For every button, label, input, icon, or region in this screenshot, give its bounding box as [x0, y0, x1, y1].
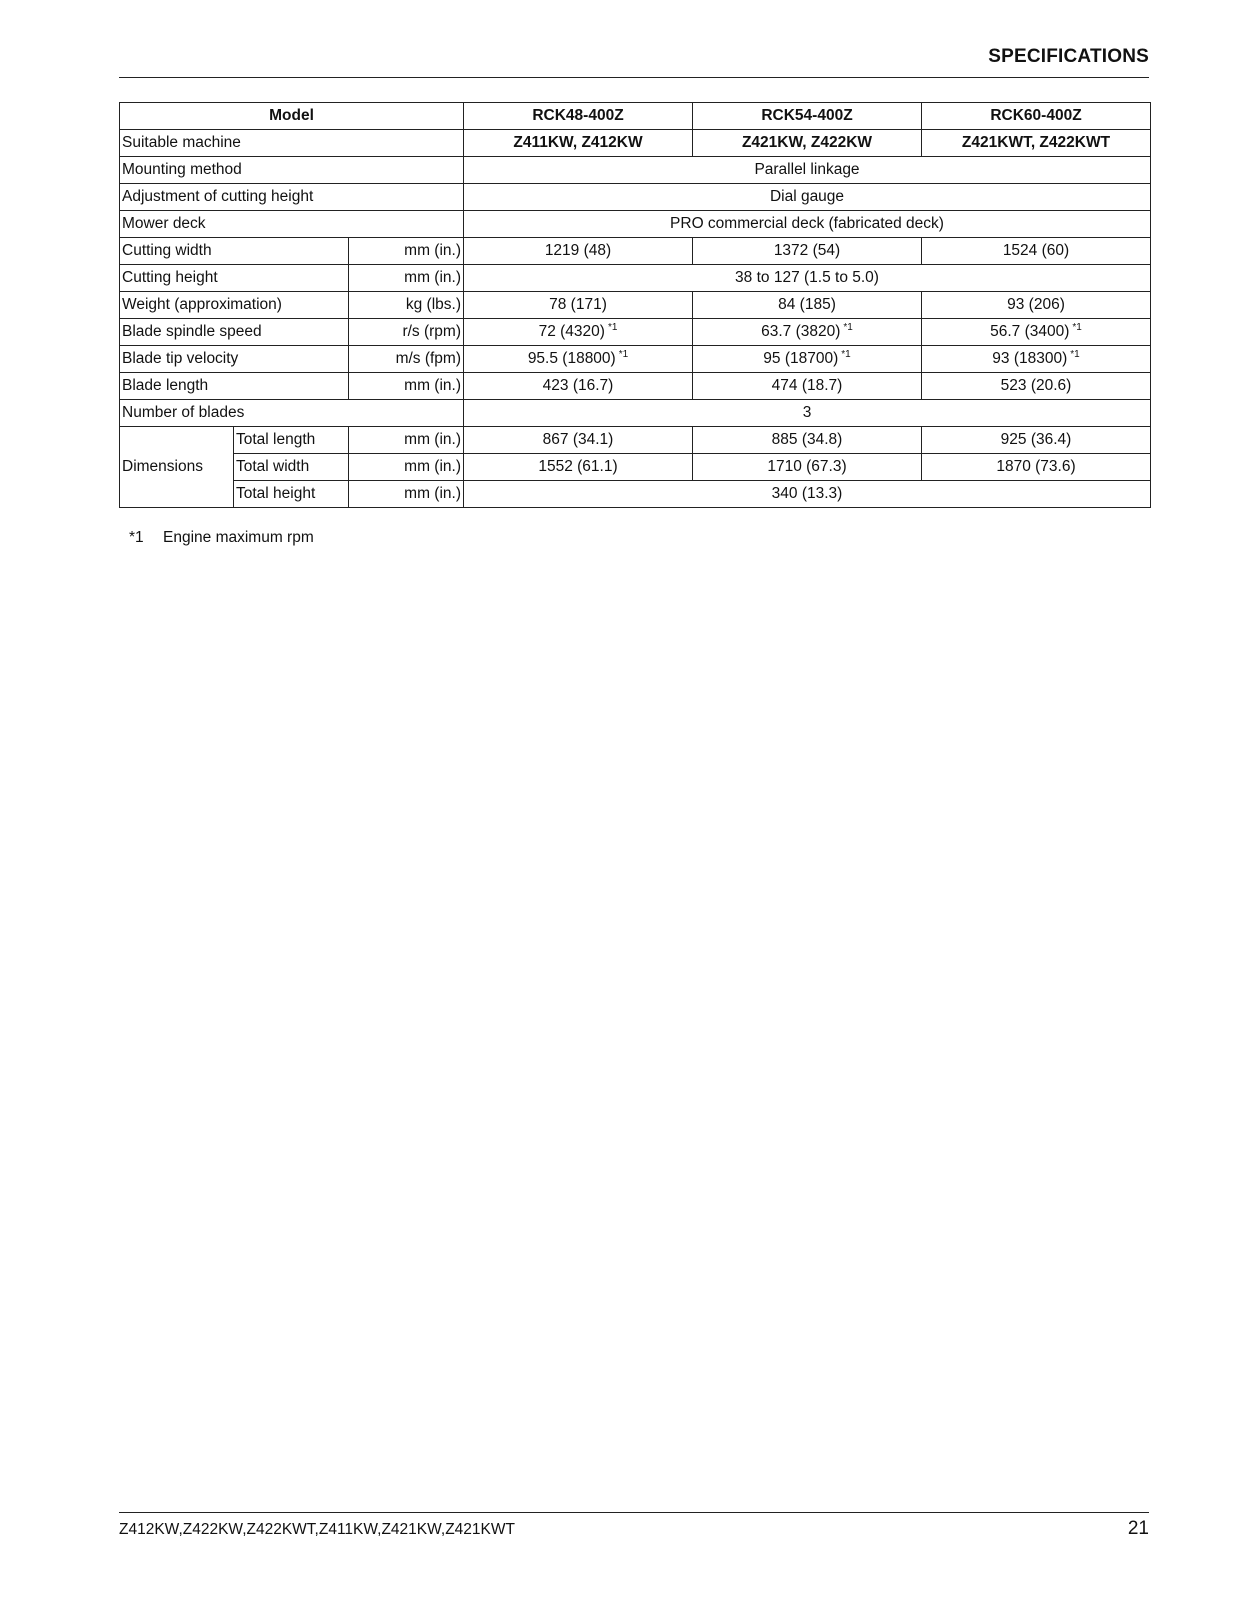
cell-value: Z421KWT, Z422KWT	[922, 130, 1151, 157]
row-label: Number of blades	[120, 400, 464, 427]
table-row-blade-length	[120, 373, 1151, 400]
table-row-mower-deck	[120, 211, 1151, 238]
cell-value	[693, 346, 922, 373]
sub-row-label: Total height	[234, 481, 349, 508]
unit-label: mm (in.)	[349, 265, 464, 292]
page-number: 21	[1127, 1518, 1149, 1539]
cell-value	[464, 319, 693, 346]
value-text: 56.7 (3400)	[990, 323, 1070, 340]
cell-value: 1372 (54)	[693, 238, 922, 265]
row-label: Adjustment of cutting height	[120, 184, 464, 211]
model-name: RCK48-400Z	[464, 103, 693, 130]
value-text: 95.5 (18800)	[527, 350, 616, 367]
unit-label: r/s (rpm)	[349, 319, 464, 346]
cell-value: Z411KW, Z412KW	[464, 130, 693, 157]
cell-value: 38 to 127 (1.5 to 5.0)	[464, 265, 1151, 292]
row-label: Blade spindle speed	[120, 319, 349, 346]
cell-value: 84 (185)	[693, 292, 922, 319]
cell-value: 78 (171)	[464, 292, 693, 319]
row-label: Blade tip velocity	[120, 346, 349, 373]
table-row-total-width	[120, 454, 1151, 481]
row-label: Weight (approximation)	[120, 292, 349, 319]
cell-value: Z421KW, Z422KW	[693, 130, 922, 157]
row-label: Cutting width	[120, 238, 349, 265]
row-label: Cutting height	[120, 265, 349, 292]
unit-label: m/s (fpm)	[349, 346, 464, 373]
table-row-cutting-width	[120, 238, 1151, 265]
row-label-dimensions: Dimensions	[120, 427, 234, 508]
cell-value: PRO commercial deck (fabricated deck)	[464, 211, 1151, 238]
table-row-mounting-method	[120, 157, 1151, 184]
model-name: RCK60-400Z	[922, 103, 1151, 130]
cell-value: 423 (16.7)	[464, 373, 693, 400]
cell-value	[464, 346, 693, 373]
table-row-suitable-machine	[120, 130, 1151, 157]
page-title: SPECIFICATIONS	[988, 46, 1149, 67]
cell-value	[693, 319, 922, 346]
cell-value: 340 (13.3)	[464, 481, 1151, 508]
value-text: 72 (4320)	[538, 323, 605, 340]
footnote-ref: *1	[1072, 322, 1082, 333]
value-text: 93 (18300)	[992, 350, 1068, 367]
unit-label: mm (in.)	[349, 238, 464, 265]
table-row-cutting-height-adjustment	[120, 184, 1151, 211]
table-row-total-height	[120, 481, 1151, 508]
table-row-model	[120, 103, 1151, 130]
footer-model-list: Z412KW,Z422KW,Z422KWT,Z411KW,Z421KW,Z421KWT	[119, 1521, 515, 1538]
cell-value: 885 (34.8)	[693, 427, 922, 454]
cell-value: 1870 (73.6)	[922, 454, 1151, 481]
footnote-ref: *1	[841, 349, 851, 360]
cell-value: 1552 (61.1)	[464, 454, 693, 481]
footnote-ref: *1	[607, 322, 618, 333]
table-row-number-of-blades	[120, 400, 1151, 427]
unit-label: mm (in.)	[349, 373, 464, 400]
cell-value: 1524 (60)	[922, 238, 1151, 265]
unit-label: mm (in.)	[349, 481, 464, 508]
model-name: RCK54-400Z	[693, 103, 922, 130]
unit-label: mm (in.)	[349, 454, 464, 481]
cell-value: Dial gauge	[464, 184, 1151, 211]
cell-value: Parallel linkage	[464, 157, 1151, 184]
cell-value	[922, 319, 1151, 346]
row-label: Suitable machine	[120, 130, 464, 157]
cell-value: 1710 (67.3)	[693, 454, 922, 481]
footnote-text: Engine maximum rpm	[163, 529, 314, 546]
footnote-mark: *1	[129, 529, 144, 546]
table-row-total-length	[120, 427, 1151, 454]
row-label: Mower deck	[120, 211, 464, 238]
header-divider	[119, 77, 1149, 78]
footnote	[129, 529, 314, 547]
value-text: 63.7 (3820)	[761, 323, 841, 340]
footnote-ref: *1	[1070, 349, 1080, 360]
footer-divider	[119, 1512, 1149, 1513]
footnote-ref: *1	[843, 322, 853, 333]
table-row-blade-spindle-speed	[120, 319, 1151, 346]
cell-value: 93 (206)	[922, 292, 1151, 319]
cell-value: 3	[464, 400, 1151, 427]
footnote-ref: *1	[618, 349, 629, 360]
row-label: Blade length	[120, 373, 349, 400]
cell-value: 925 (36.4)	[922, 427, 1151, 454]
unit-label: kg (lbs.)	[349, 292, 464, 319]
table-row-weight	[120, 292, 1151, 319]
table-row-blade-tip-velocity	[120, 346, 1151, 373]
cell-value	[922, 346, 1151, 373]
unit-label: mm (in.)	[349, 427, 464, 454]
cell-value: 474 (18.7)	[693, 373, 922, 400]
table-row-cutting-height	[120, 265, 1151, 292]
value-text: 95 (18700)	[763, 350, 839, 367]
cell-value: 867 (34.1)	[464, 427, 693, 454]
row-label: Mounting method	[120, 157, 464, 184]
model-header-label: Model	[120, 103, 464, 130]
cell-value: 523 (20.6)	[922, 373, 1151, 400]
sub-row-label: Total width	[234, 454, 349, 481]
sub-row-label: Total length	[234, 427, 349, 454]
cell-value: 1219 (48)	[464, 238, 693, 265]
specifications-table	[119, 102, 1151, 508]
